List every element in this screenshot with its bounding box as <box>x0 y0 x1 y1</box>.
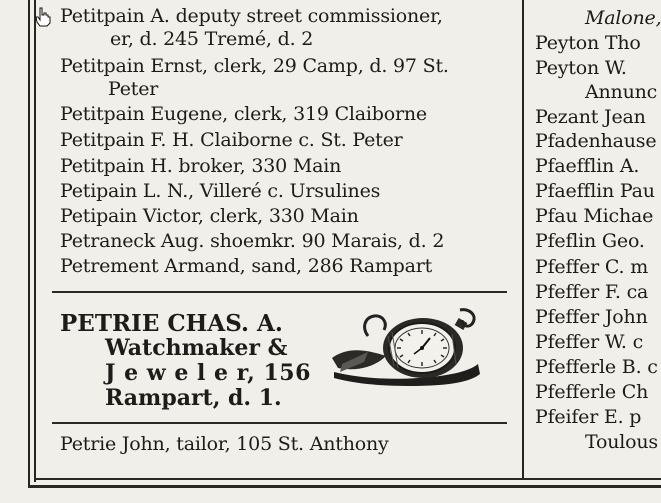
entry-6: Petipain L. N., Villeré c. Ursulines <box>60 180 381 202</box>
right-line-6: Pfadenhause <box>535 130 657 152</box>
left-inner-border <box>34 0 36 482</box>
bottom-border-inner <box>34 478 661 480</box>
entry-5: Petitpain H. broker, 330 Main <box>60 155 342 177</box>
column-divider <box>522 0 524 478</box>
right-line-7: Pfaefflin A. <box>535 155 640 177</box>
entry-after-ad: Petrie John, tailor, 105 St. Anthony <box>60 433 389 455</box>
right-line-3: Peyton W. <box>535 57 627 79</box>
right-line-18: Toulous <box>585 431 658 453</box>
right-line-13: Pfeffer John <box>535 306 648 328</box>
right-line-4: Annunc <box>585 81 658 103</box>
entry-4: Petitpain F. H. Claiborne c. St. Peter <box>60 129 403 151</box>
right-line-2: Peyton Tho <box>535 32 641 54</box>
right-line-5: Pezant Jean <box>535 106 646 128</box>
right-line-1: Malone, <box>585 7 661 29</box>
entry-3: Petitpain Eugene, clerk, 319 Claiborne <box>60 103 427 125</box>
right-line-17: Pfeifer E. p <box>535 406 642 428</box>
ad-business-name: PETRIE CHAS. A. <box>60 310 283 337</box>
right-line-11: Pfeffer C. m <box>535 256 649 278</box>
right-line-16: Pfefferle Ch <box>535 381 649 403</box>
entry-7: Petipain Victor, clerk, 330 Main <box>60 205 359 227</box>
entry-1-line-1: Petitpain A. deputy street commissioner, <box>60 5 443 27</box>
ad-line-2: J e w e l e r, 156 <box>105 360 311 386</box>
right-line-14: Pfeffer W. c <box>535 331 644 353</box>
right-line-10: Pfeflin Geo. <box>535 230 645 252</box>
ad-bottom-rule <box>52 422 507 424</box>
entry-2-line-2: Peter <box>108 78 159 100</box>
entry-1-line-2: er, d. 245 Tremé, d. 2 <box>110 28 314 50</box>
entry-8: Petraneck Aug. shoemkr. 90 Marais, d. 2 <box>60 230 445 252</box>
hand-pointer-icon <box>35 7 51 27</box>
right-line-8: Pfaefflin Pau <box>535 180 655 202</box>
entry-9: Petrement Armand, sand, 286 Rampart <box>60 255 433 277</box>
ad-line-3: Rampart, d. 1. <box>105 385 282 411</box>
entry-2-line-1: Petitpain Ernst, clerk, 29 Camp, d. 97 St. <box>60 55 449 77</box>
bottom-border-outer <box>28 485 661 488</box>
right-line-9: Pfau Michae <box>535 205 654 227</box>
ad-line-1: Watchmaker & <box>105 335 288 361</box>
pocket-watch-illustration <box>328 306 484 388</box>
right-line-15: Pfefferle B. c <box>535 356 658 378</box>
ad-top-rule <box>52 291 507 293</box>
right-line-12: Pfeffer F. ca <box>535 281 649 303</box>
left-outer-border <box>28 0 30 488</box>
